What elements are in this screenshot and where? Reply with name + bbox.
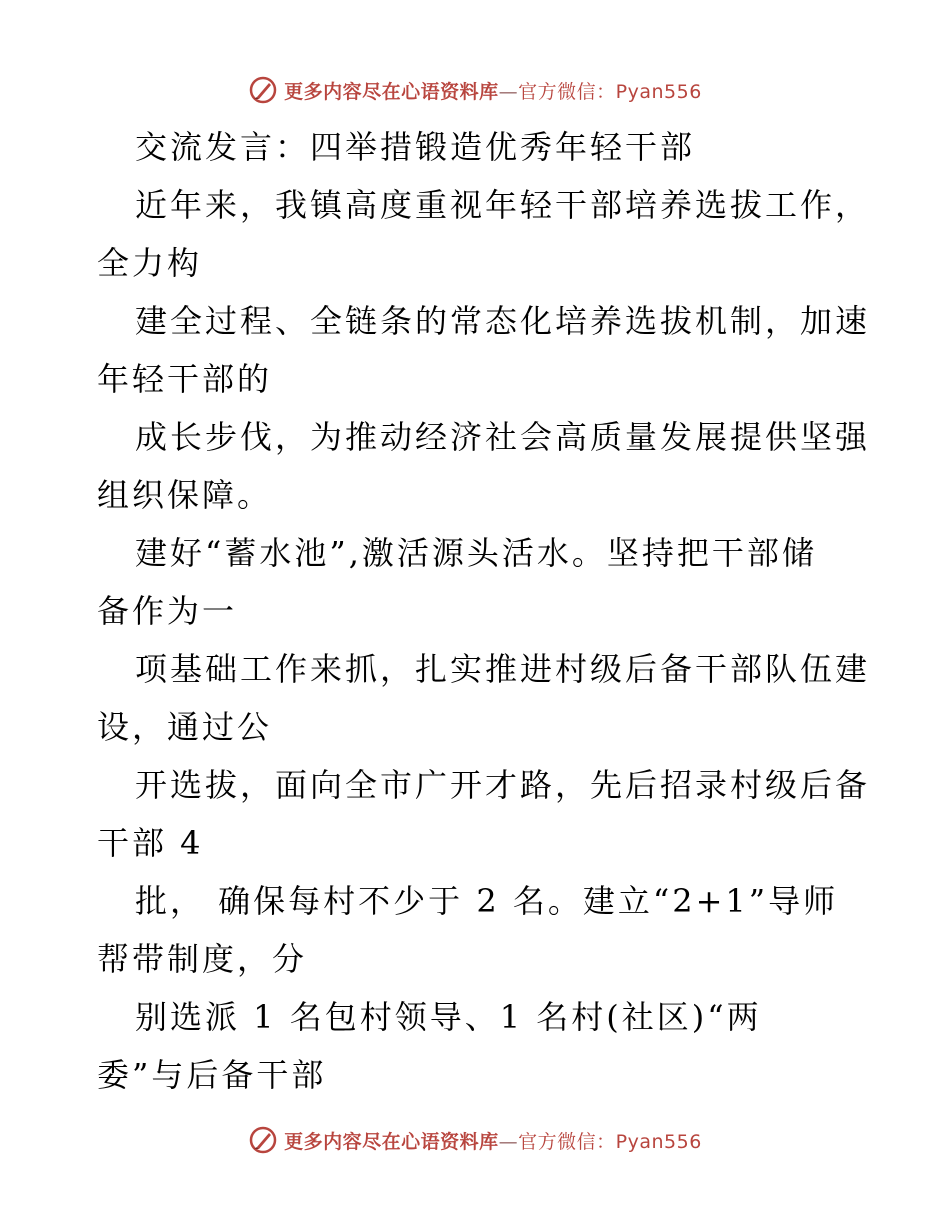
paragraph-line: 干部 4 [97, 824, 204, 862]
paragraph-line: 开选拔，面向全市广开才路，先后招录村级后备 [135, 766, 871, 804]
paragraph-line: 年轻干部的 [97, 360, 273, 398]
paragraph-line: 近年来，我镇高度重视年轻干部培养选拔工作， [135, 186, 871, 224]
banner-contact: 官方微信：Pyan556 [518, 1130, 702, 1153]
banner-brand: 更多内容尽在心语资料库 [284, 1130, 499, 1153]
paragraph-line: 建好“蓄水池”,激活源头活水。坚持把干部储 [135, 534, 817, 572]
paragraph-line: 批， 确保每村不少于 2 名。建立“2+1”导师 [135, 882, 839, 920]
paragraph-line: 委”与后备干部 [97, 1056, 327, 1094]
document-title: 交流发言：四举措锻造优秀年轻干部 [135, 128, 696, 166]
quill-logo-icon [248, 1125, 278, 1155]
paragraph-line: 设，通过公 [97, 708, 273, 746]
footer-banner [0, 1120, 950, 1160]
paragraph-line: 帮带制度，分 [97, 940, 308, 978]
banner-separator: — [498, 1130, 519, 1153]
paragraph-line: 组织保障。 [97, 476, 273, 514]
banner-brand: 更多内容尽在心语资料库 [284, 80, 499, 103]
paragraph-line: 项基础工作来抓，扎实推进村级后备干部队伍建 [135, 650, 871, 688]
paragraph-line: 备作为一 [97, 592, 238, 630]
banner-text [284, 77, 702, 104]
paragraph-line: 建全过程、全链条的常态化培养选拔机制，加速 [135, 302, 871, 340]
paragraph-line: 成长步伐，为推动经济社会高质量发展提供坚强 [135, 418, 871, 456]
banner-contact: 官方微信：Pyan556 [518, 80, 702, 103]
document-body [97, 118, 871, 1104]
header-banner [0, 70, 950, 110]
banner-text [284, 1127, 702, 1154]
banner-separator: — [498, 80, 519, 103]
quill-logo-icon [248, 75, 278, 105]
paragraph-line: 全力构 [97, 244, 203, 282]
paragraph-line: 别选派 1 名包村领导、1 名村(社区)“两 [135, 998, 762, 1036]
